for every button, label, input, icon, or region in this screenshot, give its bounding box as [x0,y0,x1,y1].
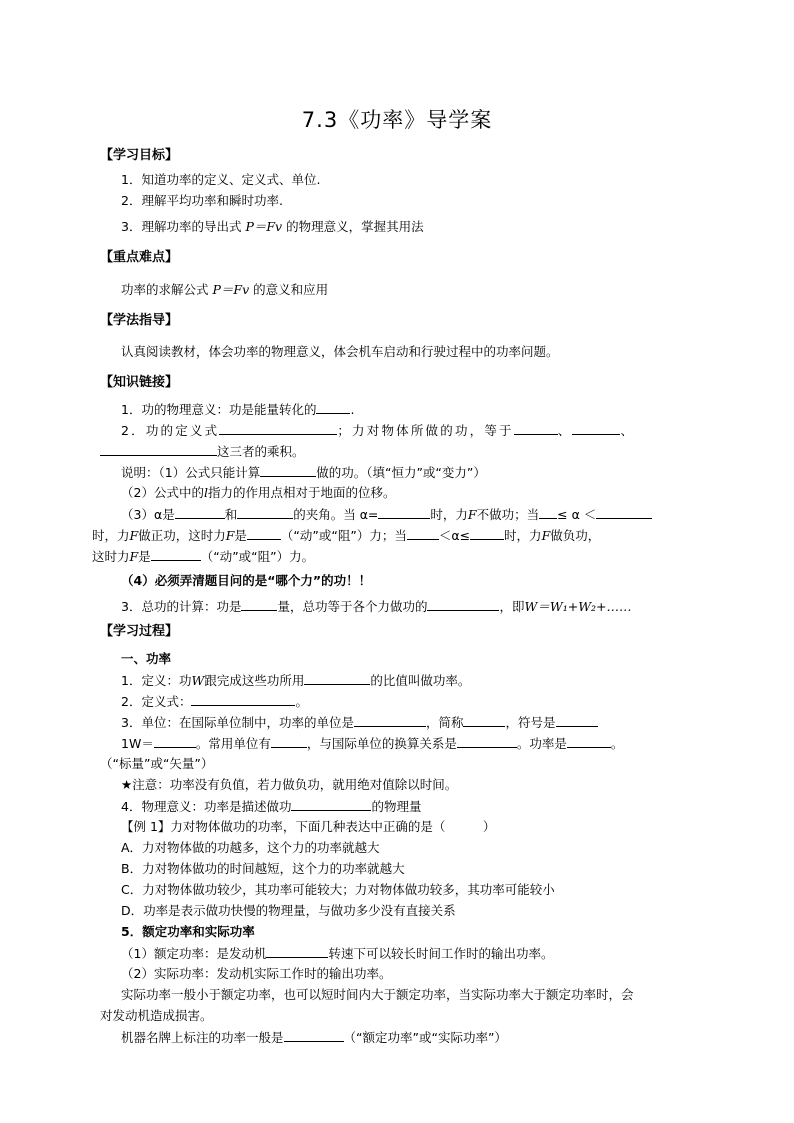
formula: P＝Fv [212,282,250,297]
process-line-unit: 3．单位：在国际单位制中，功率的单位是 ，简称 ，符号是 [121,714,598,731]
power-paragraph: 实际功率一般小于额定功率，也可以短时间内大于额定功率，当实际功率大于额定功率时，会 [121,987,634,1002]
fill-blank[interactable] [284,1029,344,1042]
fill-blank[interactable] [100,443,217,456]
knowledge-line-3: 这三者的乘积。 [100,443,305,460]
example-question: 【例 1】力对物体做功的功率，下面几种表达中正确的是（ ） [121,819,496,834]
section-heading-process: 【学习过程】 [100,624,179,639]
rated-power-line: （1）额定功率：是发动机 转速下可以较长时间工作时的输出功率。 [121,946,554,961]
knowledge-note-3: （3）α是 和 的夹角。当 α= 时，力F不做功；当 ≤ α ＜ [121,506,652,523]
knowledge-note-3-cont: 时，力F做正功，这时力F是 （“动”或“阻”）力；当 ＜α≤ 时，力F做负功， [92,528,601,543]
knowledge-line-total-work: 3．总功的计算：功是 量，总功等于各个力做功的 ，即W＝W₁+W₂+…… [121,599,632,614]
example-option-d: D．功率是表示做功快慢的物理量，与做功多少没有直接关系 [121,903,456,918]
fill-blank[interactable] [260,464,316,477]
key-points-text: 功率的求解公式 P＝Fv 的意义和应用 [121,282,329,297]
fill-blank[interactable] [572,422,620,435]
fill-blank[interactable] [539,506,557,519]
knowledge-note-2: （2）公式中的l指力的作用点相对于地面的位移。 [121,485,396,500]
example-option-b: B．力对物体做功的时间越短，这个力的功率就越大 [121,861,405,876]
process-line-meaning: 4．物理意义：功率是描述做功 的物理量 [121,799,422,814]
fill-blank[interactable] [567,735,611,748]
fill-blank[interactable] [219,422,337,435]
subsection-rated-power: 5．额定功率和实际功率 [121,924,255,939]
knowledge-note-3-end: 这时力F是 （“动”或“阻”）力。 [92,549,315,564]
fill-blank[interactable] [556,714,598,727]
process-line-unit-3: （“标量”或“矢量”） [100,756,214,771]
process-note: ★注意：功率没有负值，若力做负功，就用绝对值除以时间。 [121,777,458,792]
objective-item: 1．知道功率的定义、定义式、单位. [121,172,321,187]
section-heading-key-points: 【重点难点】 [100,250,179,265]
fill-blank[interactable] [470,527,504,540]
fill-blank[interactable] [427,598,499,611]
subsection-power: 一、功率 [121,651,172,666]
fill-blank[interactable] [241,598,277,611]
fill-blank[interactable] [271,735,307,748]
fill-blank[interactable] [457,735,517,748]
actual-power-line: （2）实际功率：发动机实际工作时的输出功率。 [121,966,392,981]
formula: P＝Fv [245,219,283,234]
fill-blank[interactable] [514,422,558,435]
example-option-a: A．力对物体做的功越多，这个力的功率就越大 [121,840,380,855]
section-heading-objectives: 【学习目标】 [100,148,179,163]
fill-blank[interactable] [291,798,371,811]
fill-blank[interactable] [463,714,505,727]
process-line-definition: 1．定义：功W跟完成这些功所用 的比值叫做功率。 [121,673,471,688]
nameplate-line: 机器名牌上标注的功率一般是 （“额定功率”或“实际功率”） [121,1030,507,1045]
knowledge-note-1: 说明：（1）公式只能计算 做的功。（填“恒力”或“变力”） [121,465,486,480]
section-heading-knowledge: 【知识链接】 [100,375,179,390]
fill-blank[interactable] [596,506,652,519]
objective-item: 2．理解平均功率和瞬时功率. [121,193,283,208]
page-title: 7.3《功率》导学案 [301,108,493,132]
section-heading-method: 【学法指导】 [100,313,179,328]
fill-blank[interactable] [304,672,370,685]
objective-item: 3．理解功率的导出式 P＝Fv 的物理意义，掌握其用法 [121,219,424,234]
power-paragraph-cont: 对发动机造成损害。 [100,1008,213,1023]
fill-blank[interactable] [316,401,350,414]
knowledge-note-4: （4）必须弄清题目问的是“哪个力”的功！！ [121,573,372,588]
fill-blank[interactable] [175,506,225,519]
method-text: 认真阅读教材，体会功率的物理意义，体会机车启动和行驶过程中的功率问题。 [121,344,559,359]
knowledge-line-1: 1．功的物理意义：功是能量转化的 . [121,402,355,417]
knowledge-line-2: 2．功的定义式 ；力对物体所做的功，等于 、 、 [121,423,636,438]
fill-blank[interactable] [151,548,201,561]
fill-blank[interactable] [266,945,328,958]
fill-blank[interactable] [378,506,430,519]
process-line-formula: 2．定义式： 。 [121,694,308,709]
fill-blank[interactable] [237,506,293,519]
fill-blank[interactable] [247,527,281,540]
fill-blank[interactable] [354,714,426,727]
example-option-c: C．力对物体做功较少，其功率可能较大；力对物体做功较多，其功率可能较小 [121,882,555,897]
fill-blank[interactable] [191,693,295,706]
fill-blank[interactable] [154,735,196,748]
fill-blank[interactable] [407,527,439,540]
process-line-unit-2: 1W＝ 。常用单位有 ，与国际单位的换算关系是 。功率是 。 [121,736,624,751]
